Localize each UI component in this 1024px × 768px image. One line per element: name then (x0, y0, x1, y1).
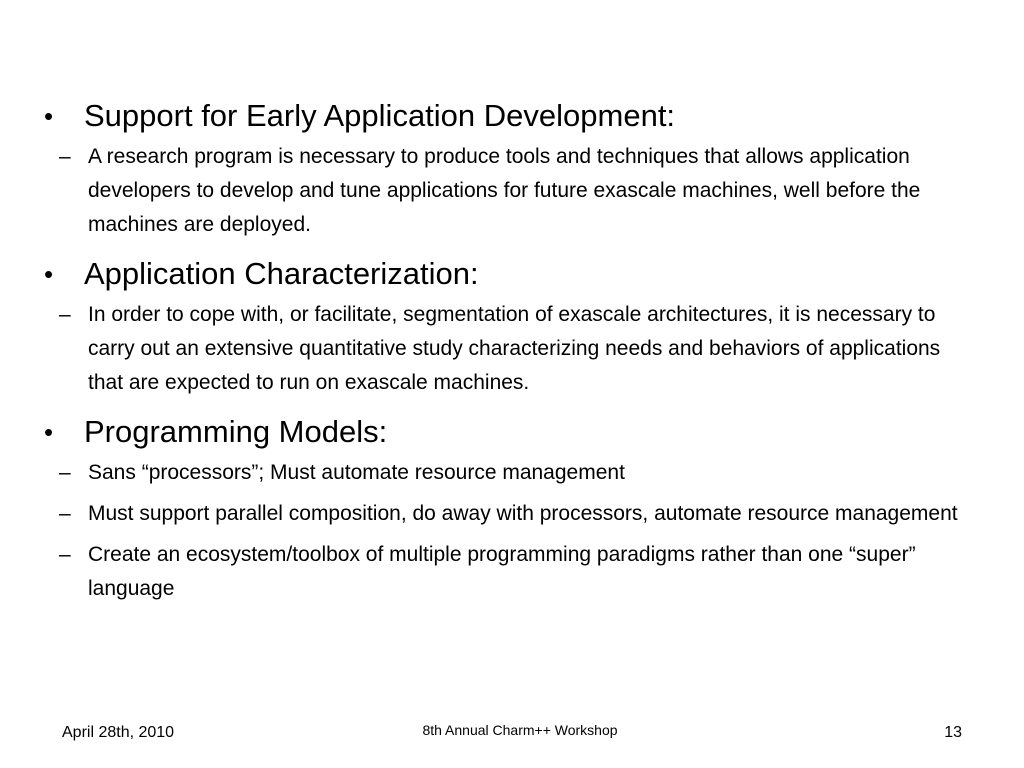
bullet-dot-icon: • (44, 417, 54, 447)
bullet-heading: Programming Models: (84, 414, 388, 449)
sub-bullet-item (44, 298, 974, 400)
bullet-item (44, 252, 974, 296)
footer-event-title: 8th Annual Charm++ Workshop (422, 722, 618, 738)
sub-bullet-text: A research program is necessary to produce tools and techniques that allows application developers to develop and tune applications for future exascale machines, well before the machines are deployed. (88, 145, 921, 236)
dash-icon: – (59, 145, 71, 168)
bullet-heading: Application Characterization: (84, 256, 479, 291)
sub-bullet-text: In order to cope with, or facilitate, segmentation of exascale architectures, it is necessary to carry out an extensive quantitative study characterizing needs and behaviors of applications that are expected to run on exascale machines. (88, 303, 941, 394)
bullet-dot-icon: • (44, 259, 54, 289)
sub-bullet-item (44, 456, 974, 490)
footer-date: April 28th, 2010 (62, 724, 175, 741)
bullet-heading: Support for Early Application Development: (84, 98, 676, 133)
dash-icon: – (59, 543, 71, 566)
sub-bullet-text: Must support parallel composition, do away with processors, automate resource management (88, 502, 958, 525)
sub-bullet-item (44, 497, 974, 531)
sub-bullet-text: Sans “processors”; Must automate resource management (88, 461, 625, 484)
dash-icon: – (59, 303, 71, 326)
dash-icon: – (59, 461, 71, 484)
sub-bullet-item (44, 538, 974, 606)
sub-bullet-item (44, 140, 974, 242)
sub-bullet-text: Create an ecosystem/toolbox of multiple programming paradigms rather than one “super” language (88, 543, 916, 600)
slide-body (44, 94, 974, 606)
dash-icon: – (59, 502, 71, 525)
bullet-dot-icon: • (44, 101, 54, 131)
bullet-item (44, 410, 974, 454)
bullet-item (44, 94, 974, 138)
slide-number: 13 (944, 724, 962, 741)
